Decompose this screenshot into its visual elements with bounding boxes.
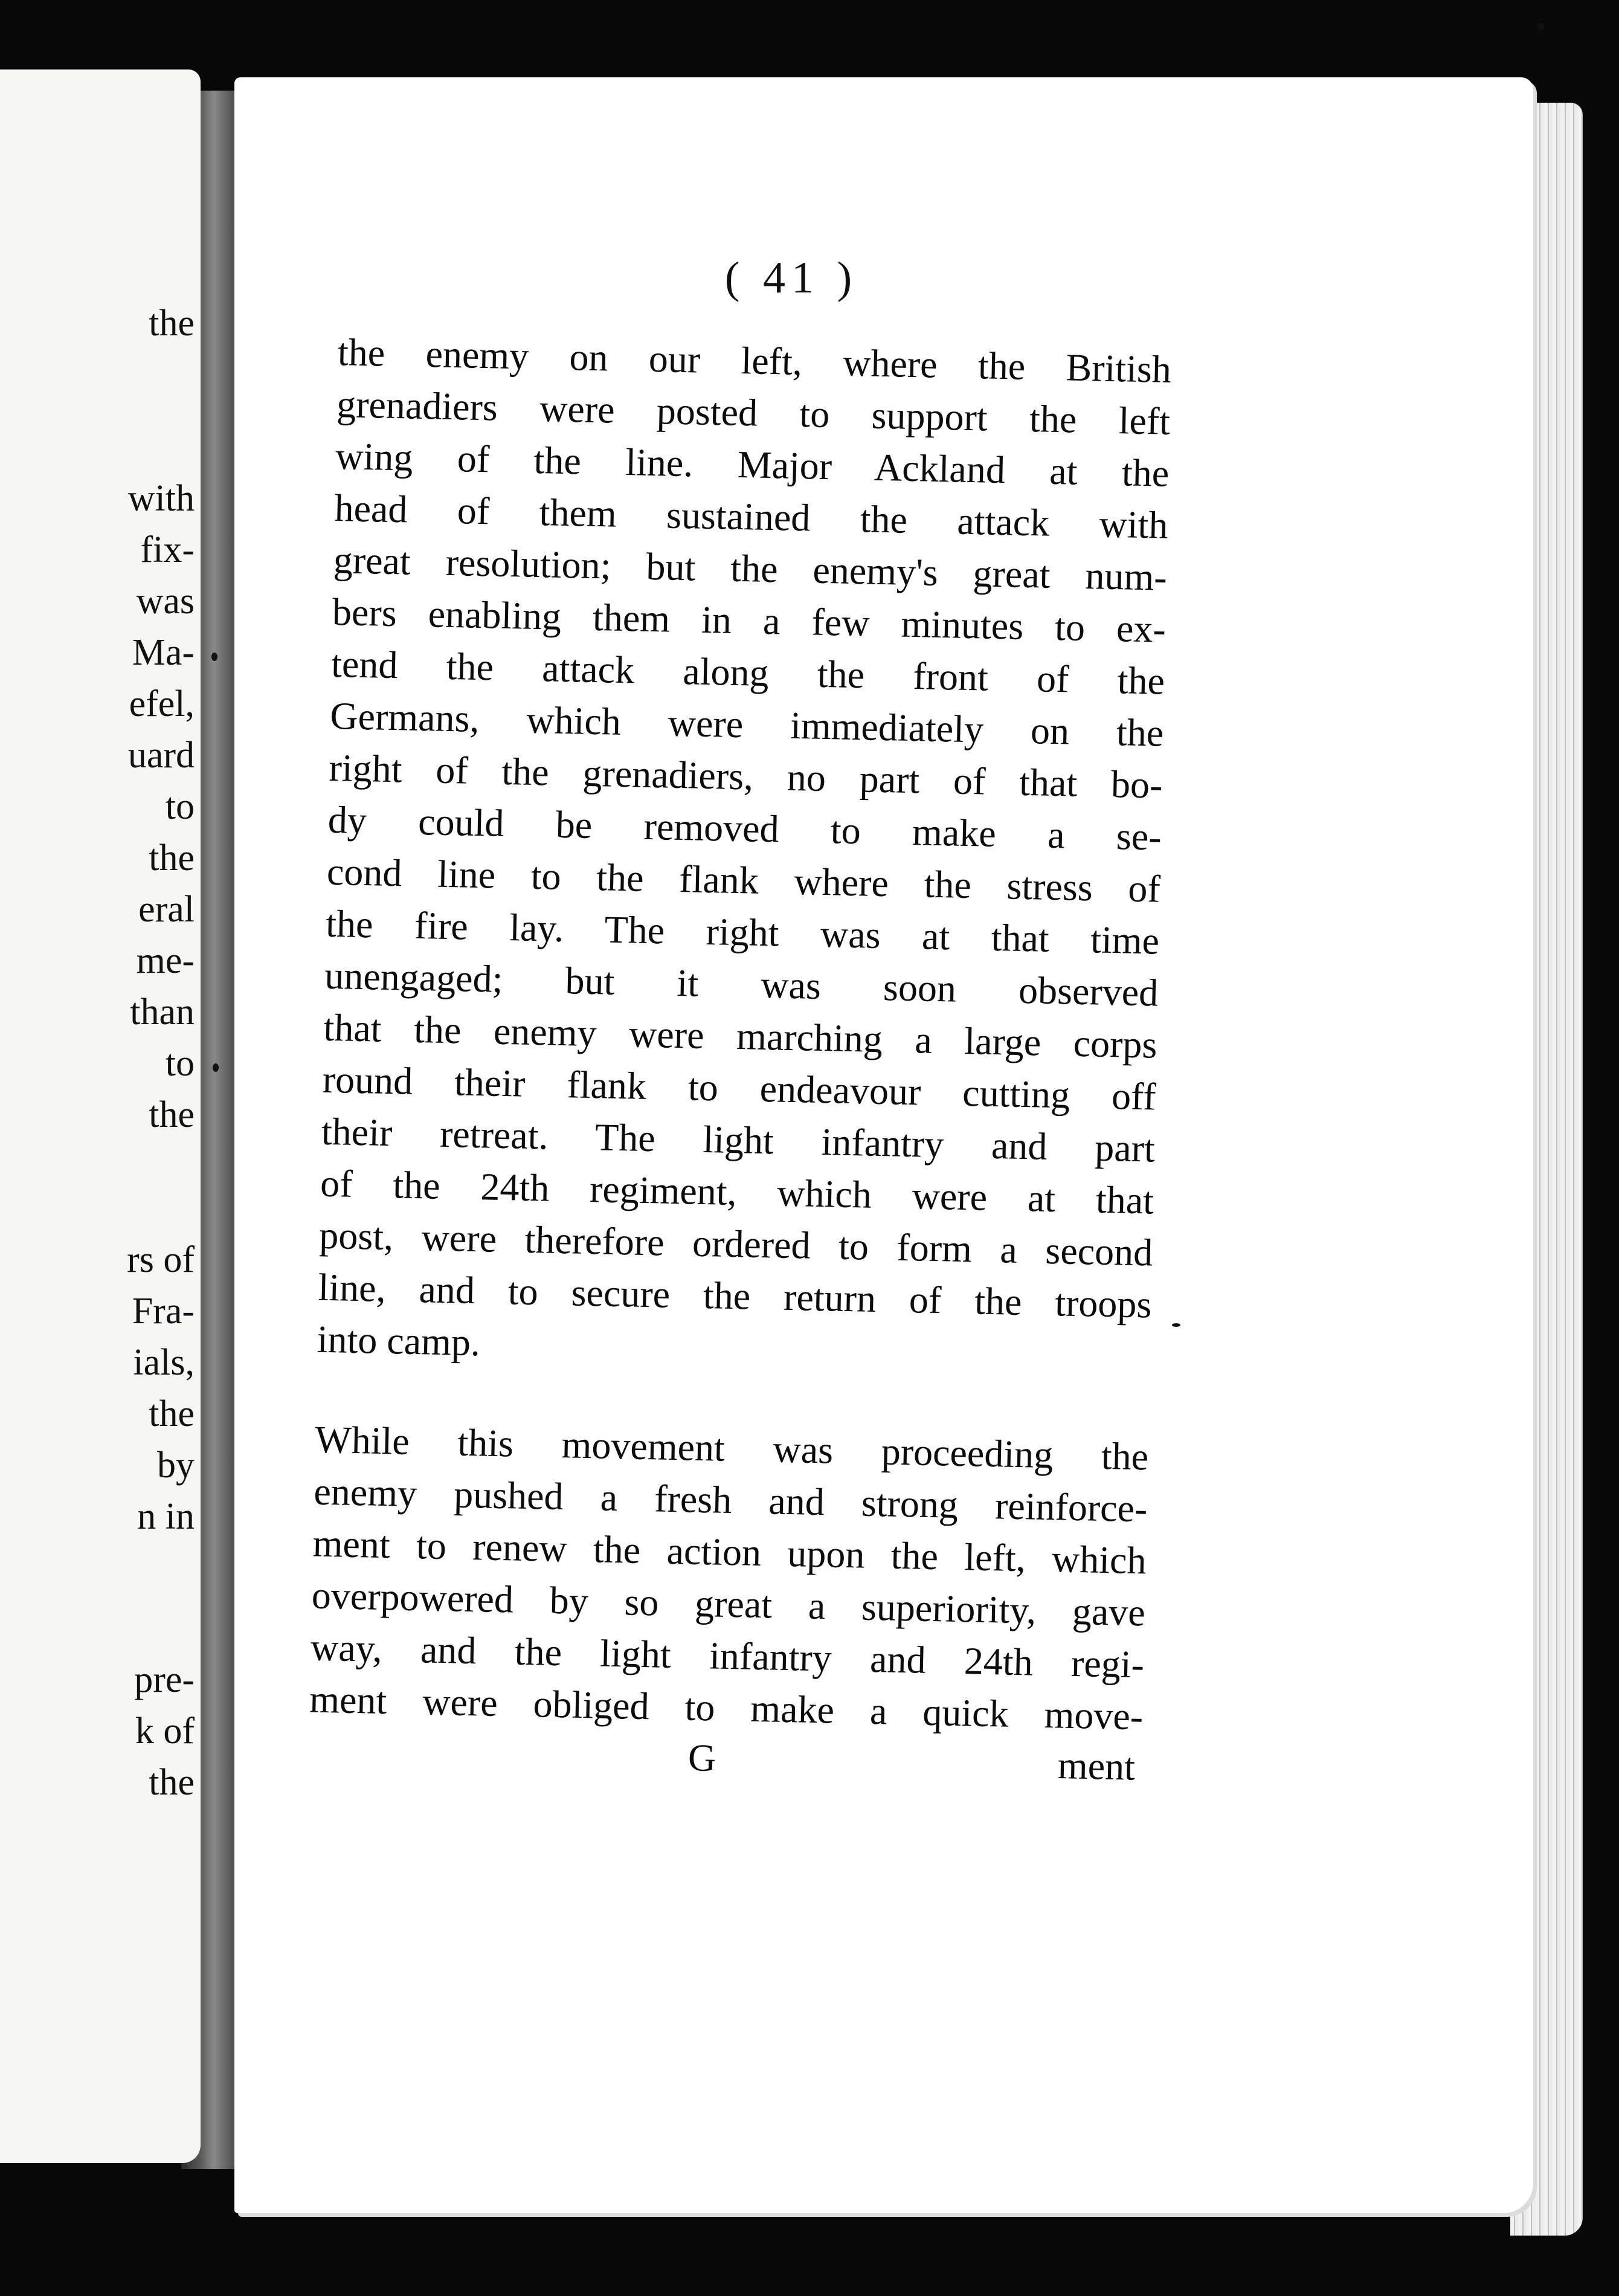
speck [211, 653, 217, 661]
paragraph [309, 1414, 1149, 1743]
speck [1172, 1323, 1180, 1327]
left-page-line: uard [127, 735, 195, 776]
text-line: ment to renew the action upon the left, which [312, 1521, 1147, 1582]
text-line: tend the attack along the front of the [330, 642, 1165, 703]
left-page [0, 69, 201, 2163]
text-line: line, and to secure the return of the troops [317, 1265, 1153, 1326]
left-page-line: Fra- [132, 1291, 195, 1332]
left-page-line: ials, [133, 1342, 195, 1383]
page-number-header: ( 41 ) [724, 253, 858, 303]
left-page-line: was [136, 581, 195, 622]
text-line: way, and the light infantry and 24th regi- [310, 1625, 1145, 1686]
left-page-line: the [149, 303, 195, 344]
text-line: overpowered by so great a superiority, gave [311, 1573, 1146, 1634]
text-line: the enemy on our left, where the British [337, 330, 1172, 391]
left-page-line: n in [137, 1496, 195, 1537]
text-line: cond line to the flank where the stress of [326, 850, 1161, 911]
text-line: round their flank to endeavour cutting off [322, 1057, 1157, 1118]
left-page-line: efel, [129, 683, 195, 724]
left-page-line: rs of [127, 1239, 195, 1280]
text-line: right of the grenadiers, no part of that bo- [328, 746, 1164, 807]
body-text [309, 326, 1171, 1743]
left-page-line: pre- [134, 1659, 195, 1700]
paragraph [317, 326, 1172, 1383]
text-line: bers enabling them in a few minutes to ex- [332, 590, 1167, 651]
speck [1537, 23, 1545, 30]
text-line: into camp. [317, 1317, 481, 1364]
left-page-line: by [157, 1445, 195, 1486]
left-page-line: the [149, 1762, 195, 1803]
text-line: the fire lay. The right was at that time [325, 901, 1160, 963]
catchword: ment [1057, 1743, 1136, 1788]
left-page-line: to [165, 786, 195, 827]
text-line: head of them sustained the attack with [333, 486, 1169, 547]
left-page-line: the [149, 1094, 195, 1135]
text-line: Germans, which were immediately on the [329, 694, 1164, 755]
left-page-line: the [149, 1393, 195, 1434]
text-line: post, were therefore ordered to form a second [318, 1213, 1153, 1274]
text-line: their retreat. The light infantry and part [321, 1109, 1156, 1170]
text-line: that the enemy were marching a large corps [323, 1005, 1158, 1066]
text-line: dy could be removed to make a se- [327, 798, 1162, 859]
left-page-line: me- [136, 940, 195, 981]
left-page-line: than [130, 992, 195, 1033]
text-line: enemy pushed a fresh and strong reinforce- [313, 1469, 1148, 1530]
text-line: of the 24th regiment, which were at that [320, 1161, 1154, 1222]
text-line: unengaged; but it was soon observed [324, 953, 1159, 1014]
left-page-line: fix- [140, 529, 195, 570]
text-line: great resolution; but the enemy's great num- [333, 538, 1168, 599]
left-page-line: Ma- [132, 632, 195, 673]
text-line: While this movement was proceeding the [314, 1417, 1149, 1479]
text-line: ment were obliged to make a quick move- [309, 1677, 1144, 1738]
text-line: grenadiers were posted to support the left [336, 382, 1171, 443]
left-page-line: k of [135, 1711, 195, 1752]
left-page-line: with [127, 478, 195, 519]
left-page-line: eral [138, 889, 195, 930]
left-page-line: the [149, 837, 195, 879]
text-line: wing of the line. Major Ackland at the [335, 434, 1170, 495]
signature-mark: G [687, 1736, 717, 1780]
left-page-line: to [165, 1043, 195, 1084]
speck [213, 1063, 219, 1072]
